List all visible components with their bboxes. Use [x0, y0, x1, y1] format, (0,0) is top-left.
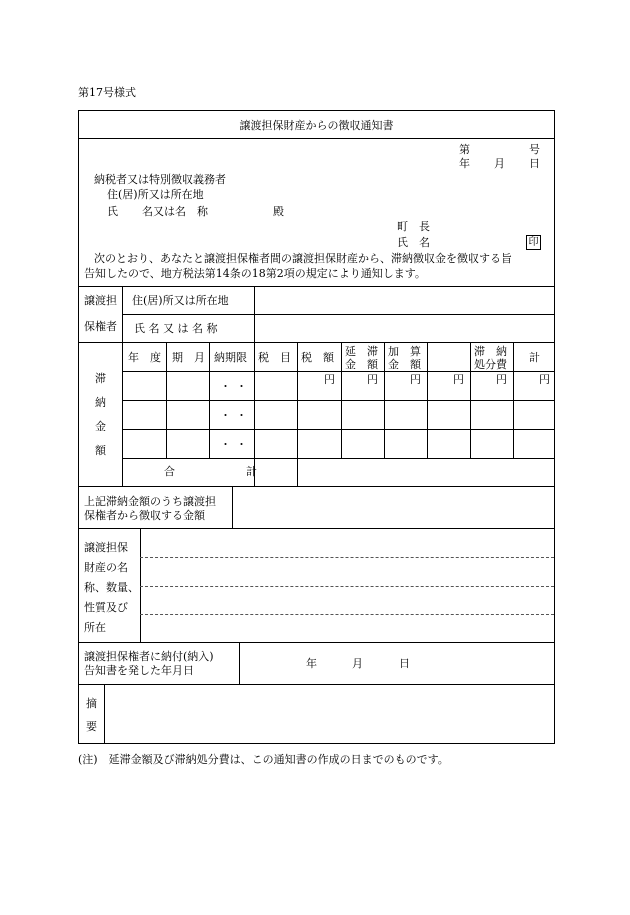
addressee-name-label-1: 氏	[107, 205, 118, 218]
col-delinquency-2: 金 額	[345, 358, 378, 371]
holder-label-2: 保権者	[84, 320, 117, 333]
col-additional-1: 加 算	[388, 345, 421, 358]
remarks-label-1: 摘	[86, 697, 97, 710]
total-label-1: 合	[164, 465, 175, 478]
divider	[122, 458, 554, 459]
sender-name-label: 氏 名	[397, 236, 430, 249]
form-number: 第17号様式	[78, 86, 136, 99]
arrears-label-1: 滞	[95, 372, 106, 385]
date-tsuki: 月	[494, 157, 505, 170]
notice-date-nen: 年	[306, 657, 317, 670]
addressee-label: 納税者又は特別徴収義務者	[94, 173, 226, 186]
divider	[232, 486, 233, 528]
divider	[122, 342, 123, 486]
property-label-4: 性質及び	[84, 601, 128, 614]
dashed-line	[140, 586, 554, 587]
col-delinquency-1: 延 滞	[345, 345, 378, 358]
holder-name-label: 氏 名 又 は 名 称	[134, 322, 218, 335]
date-hi: 日	[529, 157, 540, 170]
yen-unit: 円	[324, 373, 335, 386]
notice-date-label-line2: 告知書を発した年月日	[84, 664, 194, 677]
sender-title: 町 長	[397, 220, 430, 233]
divider	[79, 286, 554, 287]
divider	[122, 400, 554, 401]
col-year: 年 度	[128, 351, 161, 364]
remarks-label-2: 要	[86, 720, 97, 733]
divider	[122, 314, 554, 315]
divider	[122, 371, 554, 372]
divider	[79, 642, 554, 643]
total-label-2: 計	[246, 465, 257, 478]
collect-label-line2: 保権者から徴収する金額	[84, 509, 205, 522]
dashed-line	[140, 557, 554, 558]
notice-date-label-line1: 譲渡担保権者に納付(納入)	[84, 650, 214, 663]
property-label-3: 称、数量、	[84, 581, 139, 594]
divider	[239, 642, 240, 684]
deadline-dots: ・・	[220, 380, 252, 393]
notice-date-tsuki: 月	[352, 657, 363, 670]
yen-unit: 円	[539, 373, 550, 386]
deadline-dots: ・・	[220, 438, 252, 451]
notice-date-hi: 日	[399, 657, 410, 670]
col-additional-2: 金 額	[388, 358, 421, 371]
body-text-line1: 次のとおり、あなたと譲渡担保権者間の譲渡担保財産から、滞納徴収金を徴収する旨	[94, 252, 512, 265]
addressee-honorific: 殿	[273, 205, 284, 218]
divider	[104, 684, 105, 743]
yen-unit: 円	[410, 373, 421, 386]
property-label-2: 財産の名	[84, 561, 128, 574]
body-text-line2: 告知したので、地方税法第14条の18第2項の規定により通知します。	[84, 267, 426, 280]
date-nen: 年	[459, 157, 470, 170]
yen-unit: 円	[496, 373, 507, 386]
divider	[140, 528, 141, 642]
addressee-name-label-2: 名又は名 称	[142, 205, 208, 218]
seal-mark: 印	[526, 235, 541, 250]
dashed-line	[140, 614, 554, 615]
divider	[79, 684, 554, 685]
col-tax-amount: 税 額	[301, 351, 334, 364]
arrears-label-2: 納	[95, 396, 106, 409]
holder-label-1: 譲渡担	[84, 294, 117, 307]
col-disposition-1: 滞 納	[474, 345, 507, 358]
col-deadline: 納期限	[214, 351, 247, 364]
divider	[79, 528, 554, 529]
deadline-dots: ・・	[220, 409, 252, 422]
col-tax-item: 税 目	[258, 351, 291, 364]
col-total: 計	[529, 351, 540, 364]
property-label-5: 所在	[84, 621, 106, 634]
divider	[79, 486, 554, 487]
arrears-label-3: 金	[95, 420, 106, 433]
addressee-address-label: 住(居)所又は所在地	[107, 188, 204, 201]
number-dai: 第	[459, 143, 470, 156]
form-title: 譲渡担保財産からの徴収通知書	[239, 119, 394, 132]
property-label-1: 譲渡担保	[84, 541, 128, 554]
divider	[297, 342, 298, 486]
collect-label-line1: 上記滞納金額のうち譲渡担	[84, 495, 216, 508]
col-disposition-2: 処分費	[474, 358, 507, 371]
arrears-label-4: 額	[95, 444, 106, 457]
divider	[122, 429, 554, 430]
divider	[79, 138, 554, 139]
number-go: 号	[529, 143, 540, 156]
yen-unit: 円	[453, 373, 464, 386]
divider	[79, 342, 554, 343]
yen-unit: 円	[367, 373, 378, 386]
footnote: (注) 延滞金額及び滞納処分費は、この通知書の作成の日までのものです。	[78, 753, 449, 766]
col-period: 期 月	[172, 351, 205, 364]
holder-address-label: 住(居)所又は所在地	[132, 294, 229, 307]
notice-form	[78, 110, 555, 744]
